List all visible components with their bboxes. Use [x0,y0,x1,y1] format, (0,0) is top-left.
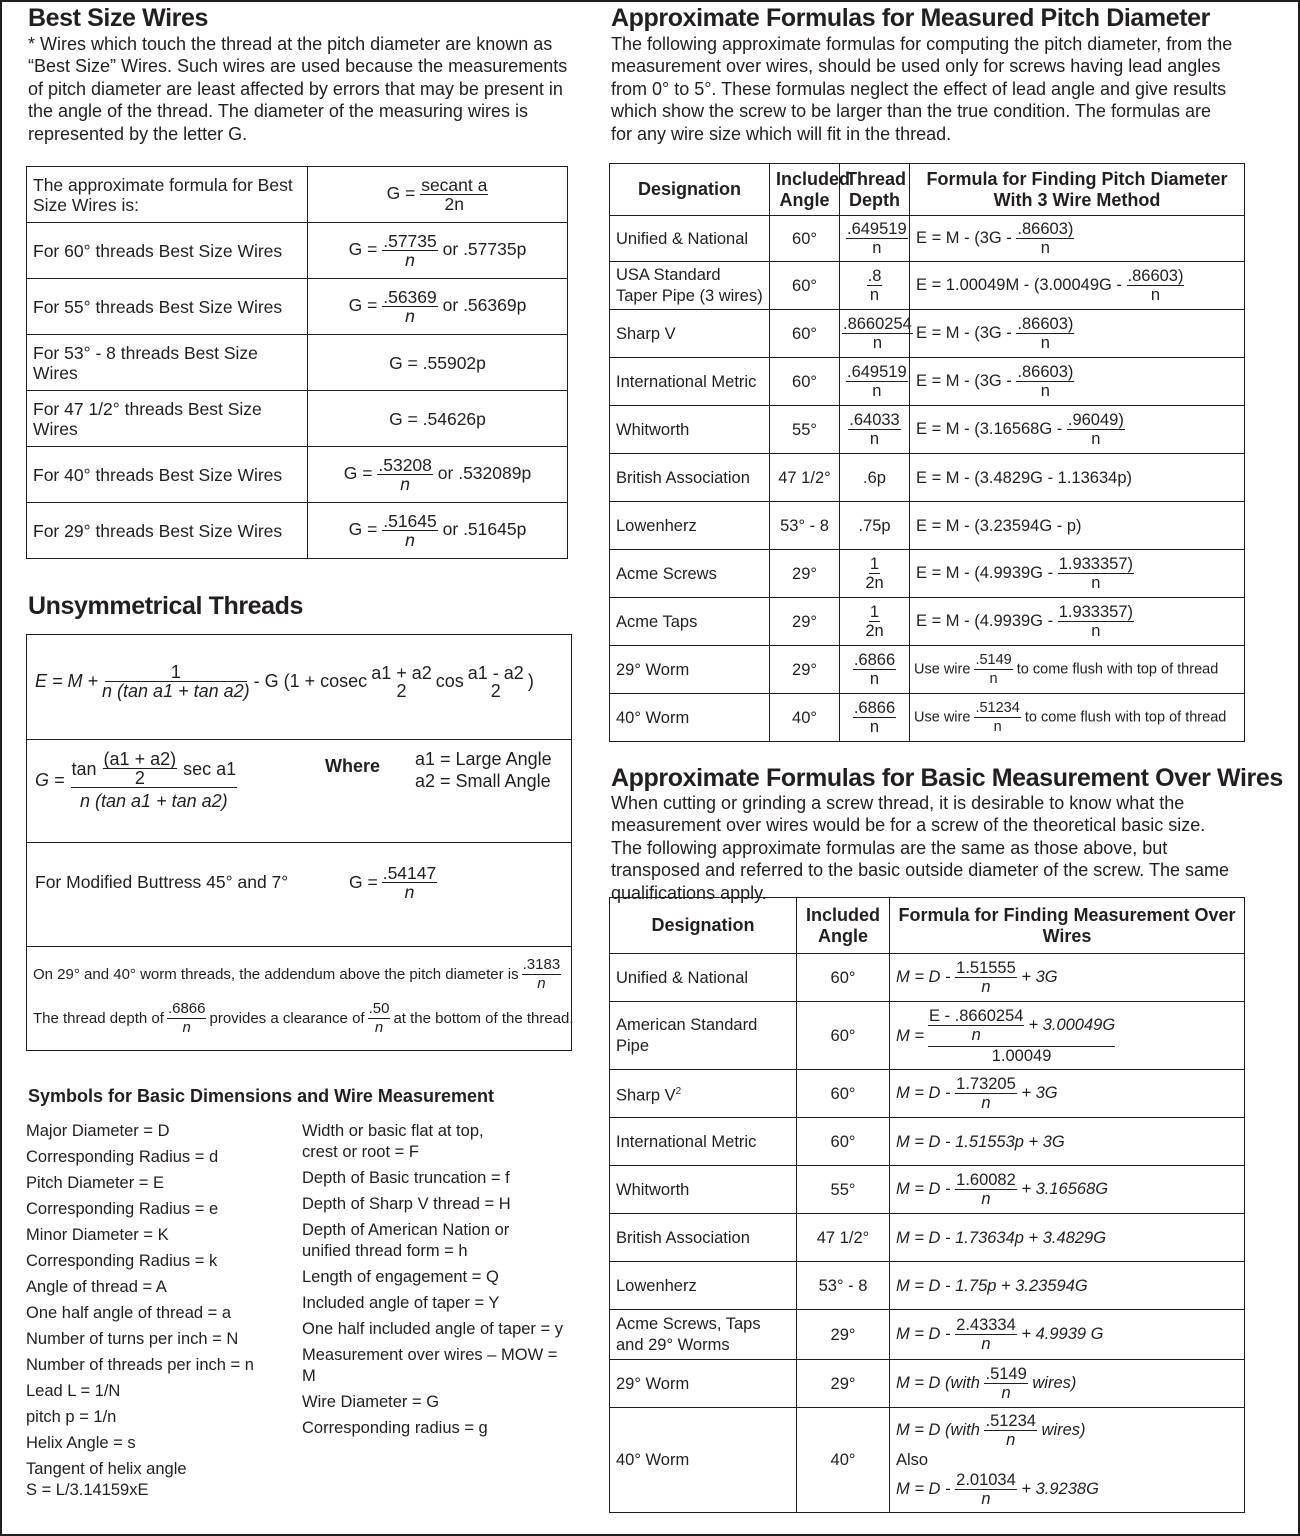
designation-cell: British Association [610,1214,797,1262]
angle-cell: 60° [770,216,840,262]
list-item: Corresponding Radius = k [26,1252,218,1270]
depth-cell: $\frac{1}{2n}$ [840,550,910,598]
table-row [610,310,1245,358]
depth-cell: $\frac{.649519}{n}$ [840,216,910,262]
col-header: Formula for Finding Measurement Over Wires [890,898,1245,954]
buttress-formula: G = $\frac{.54147}{n}$ [349,863,437,902]
designation-cell: American Standard Pipe [610,1002,797,1070]
list-item: Major Diameter = D [26,1122,170,1140]
depth-cell: $\frac{.8660254}{n}$ [840,310,910,358]
table-row [27,279,568,335]
table-row [610,954,1245,1002]
best-row-formula: G = .55902p [308,335,568,391]
list-item: Helix Angle = s [26,1434,136,1452]
table-row [610,550,1245,598]
designation-cell: 40° Worm [610,694,770,742]
table-row [610,454,1245,502]
table-row [610,1166,1245,1214]
basic-table [609,897,1245,1513]
table-row [610,1310,1245,1360]
formula-cell: M = D (with $\frac{.51234}{n}$ wires) Also M = D - $\frac{2.01034}{n}$ + 3.9238G [890,1408,1245,1513]
table-row [610,358,1245,406]
table-row [27,391,568,447]
angle-cell: 60° [770,358,840,406]
table-header [610,898,1245,954]
formula-cell: M = D - $\frac{1.73205}{n}$ + 3G [890,1070,1245,1118]
col-header: Designation [610,898,797,954]
depth-cell: $\frac{.649519}{n}$ [840,358,910,406]
list-item: Angle of thread = A [26,1278,167,1296]
list-item: Depth of Basic truncation = f [302,1169,510,1187]
formula-cell: E = 1.00049M - (3.00049G - $\frac{.86603)}{n}$ [910,262,1245,310]
angle-cell: 53° - 8 [770,502,840,550]
table-row [610,1118,1245,1166]
depth-cell: .75p [840,502,910,550]
designation-cell: Lowenherz [610,1262,797,1310]
angle-cell: 60° [797,1002,890,1070]
table-row [610,216,1245,262]
angle-cell: 55° [770,406,840,454]
formula-cell: M = D - $\frac{2.43334}{n}$ + 4.9939 G [890,1310,1245,1360]
angle-cell: 60° [770,262,840,310]
designation-cell: Whitworth [610,1166,797,1214]
list-item: One half angle of thread = a [26,1304,232,1322]
best-row-label: For 29° threads Best Size Wires [27,503,308,559]
best-row-formula: G = .54626p [308,391,568,447]
best-size-intro: * Wires which touch the thread at the pitch diameter are known as “Best Size” Wires. Such wires are used because the measurements of pitch diameter are least affected by errors that may be present in the angle of the thread. The diameter of the measuring wires is represented by the letter G. [28,34,568,144]
table-row [610,1070,1245,1118]
designation-cell: Sharp V [610,310,770,358]
table-row [610,1360,1245,1408]
depth-cell: $\frac{.8}{n}$ [840,262,910,310]
depth-cell: $\frac{.64033}{n}$ [840,406,910,454]
g-formula: G = tan $\frac{(a1 + a2)}{2}$ sec a1 n (tan a1 + tan a2) [35,749,237,811]
best-row-formula: G = $\frac{.51645}{n}$ or .51645p [308,503,568,559]
table-row [27,223,568,279]
e-formula: E = M + $\frac{1}{\text{n (tan a1 + tan a2)}}$ - G (1 + cosec a1 + a2 2 cos a1 - a2 2 ) [35,662,534,701]
designation-cell: Acme Taps [610,598,770,646]
list-item: Measurement over wires – MOW = M [302,1346,558,1385]
basic-title: Approximate Formulas for Basic Measurement Over Wires [611,764,1283,792]
table-row [610,1002,1245,1070]
designation-cell: Sharp $V^2$ [610,1070,797,1118]
list-item: pitch p = 1/n [26,1408,117,1426]
list-item: Number of threads per inch = n [26,1356,254,1374]
table-row [610,1408,1245,1513]
col-header: Formula for Finding Pitch Diameter With 3 Wire Method [910,164,1245,216]
g-formula-box [26,738,572,843]
angle-cell: 60° [770,310,840,358]
angle-cell: 60° [797,1070,890,1118]
angle-cell: 53° - 8 [797,1262,890,1310]
best-row-label: For 60° threads Best Size Wires [27,223,308,279]
formula-cell: M = D - 1.51553p + 3G [890,1118,1245,1166]
formula-cell: E = M - (3G - $\frac{.86603)}{n}$ [910,216,1245,262]
list-item: Corresponding Radius = e [26,1200,219,1218]
table-row [610,502,1245,550]
formula-cell: Use wire $\frac{.51234}{n}$ to come flush with top of thread [910,694,1245,742]
designation-cell: Lowenherz [610,502,770,550]
basic-intro: When cutting or grinding a screw thread, it is desirable to know what the measurement over wires would be for a screw of the theoretical basic size. The following approximate formulas are the same as those above, but transposed and referred to the basic outside diameter of the screw. The same qualifications apply. [611,793,1230,903]
designation-cell: Unified & National [610,954,797,1002]
buttress-label: For Modified Buttress 45° and 7° [35,872,289,892]
table-row [27,447,568,503]
angle-cell: 47 1/2° [770,454,840,502]
formula-cell: E = M - (3.23594G - p) [910,502,1245,550]
depth-cell: $\frac{.6866}{n}$ [840,646,910,694]
formula-cell: M = D (with $\frac{.5149}{n}$ wires) [890,1360,1245,1408]
formula-cell: E = M - (3G - $\frac{.86603)}{n}$ [910,358,1245,406]
table-row [610,598,1245,646]
designation-cell: International Metric [610,1118,797,1166]
best-row-label: The approximate formula for Best Size Wires is: [27,167,308,223]
worm-clearance-note: The thread depth of $\frac{.6866}{n}$ provides a clearance of $\frac{.50}{n}$ at the bottom of the thread. [33,1000,574,1036]
table-header [610,164,1245,216]
designation-cell: USA Standard Taper Pipe (3 wires) [610,262,770,310]
worm-addendum-note: On 29° and 40° worm threads, the addendum above the pitch diameter is $\frac{.3183}{n}$ [33,956,561,992]
angle-legend: a1 = Large Angle a2 = Small Angle [415,749,552,791]
list-item: Minor Diameter = K [26,1226,169,1244]
pitch-intro: The following approximate formulas for computing the pitch diameter, from the measurement over wires, should be used only for screws having lead angles from 0° to 5°. These formulas neglect the effect of lead angle and give results which show the screw to be larger than the true condition. The formulas are for any wire size which will fit in the thread. [611,34,1233,144]
pitch-title: Approximate Formulas for Measured Pitch Diameter [611,4,1211,32]
list-item: Corresponding Radius = d [26,1148,219,1166]
where-label: Where [325,756,381,776]
worm-notes-box [26,946,572,1051]
angle-cell: 55° [797,1166,890,1214]
best-row-label: For 55° threads Best Size Wires [27,279,308,335]
formula-cell: E = M - (3.16568G - $\frac{.96049)}{n}$ [910,406,1245,454]
formula-cell: M = D - $\frac{1.60082}{n}$ + 3.16568G [890,1166,1245,1214]
best-row-label: For 47 1/2° threads Best Size Wires [27,391,308,447]
col-header: Designation [610,164,770,216]
formula-cell: E = M - (3G - $\frac{.86603)}{n}$ [910,310,1245,358]
list-item: Lead L = 1/N [26,1382,121,1400]
list-item: Tangent of helix angle S = L/3.14159xE [26,1460,187,1499]
list-item: Depth of Sharp V thread = H [302,1195,511,1213]
list-item: One half included angle of taper = y [302,1320,563,1338]
formula-cell: E = M - (4.9939G - $\frac{1.933357)}{n}$ [910,598,1245,646]
designation-cell: British Association [610,454,770,502]
designation-cell: Acme Screws, Taps and 29° Worms [610,1310,797,1360]
table-row [610,694,1245,742]
angle-cell: 47 1/2° [797,1214,890,1262]
formula-cell: E = M - (3.4829G - 1.13634p) [910,454,1245,502]
best-size-table [26,166,568,559]
depth-cell: $\frac{.6866}{n}$ [840,694,910,742]
designation-cell: International Metric [610,358,770,406]
table-row [27,503,568,559]
formula-cell: M = $\frac{E - .8660254}{n}$ + 3.00049G 1.00049 [890,1002,1245,1070]
angle-cell: 40° [770,694,840,742]
best-row-formula: G = $\frac{.56369}{n}$ or .56369p [308,279,568,335]
designation-cell: Unified & National [610,216,770,262]
formula-cell: Use wire $\frac{.5149}{n}$ to come flush with top of thread [910,646,1245,694]
symbols-list-2 [302,1121,572,1444]
list-item: Included angle of taper = Y [302,1294,500,1312]
unsym-title: Unsymmetrical Threads [28,592,304,620]
angle-cell: 40° [797,1408,890,1513]
best-row-formula: G = $\frac{.53208}{n}$ or .532089p [308,447,568,503]
best-row-formula: G = $\frac{\text{secant a}}{2n}$ [308,167,568,223]
table-row [610,262,1245,310]
e-formula-box [26,634,572,740]
table-row [610,646,1245,694]
list-item: Wire Diameter = G [302,1393,440,1411]
symbols-list-1 [26,1121,286,1506]
symbols-title: Symbols for Basic Dimensions and Wire Measurement [28,1086,494,1106]
col-header: Included Angle [770,164,840,216]
designation-cell: Whitworth [610,406,770,454]
designation-cell: Acme Screws [610,550,770,598]
table-row [27,335,568,391]
angle-cell: 29° [770,550,840,598]
best-row-label: For 53° - 8 threads Best Size Wires [27,335,308,391]
angle-cell: 60° [797,954,890,1002]
col-header: Thread Depth [840,164,910,216]
list-item: Depth of American Nation or unified thread form = h [302,1221,510,1260]
buttress-box [26,842,572,947]
angle-cell: 29° [797,1360,890,1408]
list-item: Length of engagement = Q [302,1268,499,1286]
formula-cell: M = D - 1.73634p + 3.4829G [890,1214,1245,1262]
best-row-formula: G = $\frac{.57735}{n}$ or .57735p [308,223,568,279]
list-item: Width or basic flat at top, crest or root = F [302,1122,484,1161]
designation-cell: 29° Worm [610,646,770,694]
best-size-title: Best Size Wires [28,4,208,32]
formula-cell: E = M - (4.9939G - $\frac{1.933357)}{n}$ [910,550,1245,598]
table-row [610,406,1245,454]
designation-cell: 40° Worm [610,1408,797,1513]
col-header: Included Angle [797,898,890,954]
formula-cell: M = D - $\frac{1.51555}{n}$ + 3G [890,954,1245,1002]
formula-cell: M = D - 1.75p + 3.23594G [890,1262,1245,1310]
table-row [610,1262,1245,1310]
list-item: Number of turns per inch = N [26,1330,239,1348]
pitch-table [609,163,1245,742]
list-item: Corresponding radius = g [302,1419,488,1437]
angle-cell: 29° [770,598,840,646]
table-row [27,167,568,223]
angle-cell: 29° [797,1310,890,1360]
depth-cell: $\frac{1}{2n}$ [840,598,910,646]
designation-cell: 29° Worm [610,1360,797,1408]
depth-cell: .6p [840,454,910,502]
list-item: Pitch Diameter = E [26,1174,165,1192]
angle-cell: 29° [770,646,840,694]
table-row [610,1214,1245,1262]
angle-cell: 60° [797,1118,890,1166]
best-row-label: For 40° threads Best Size Wires [27,447,308,503]
